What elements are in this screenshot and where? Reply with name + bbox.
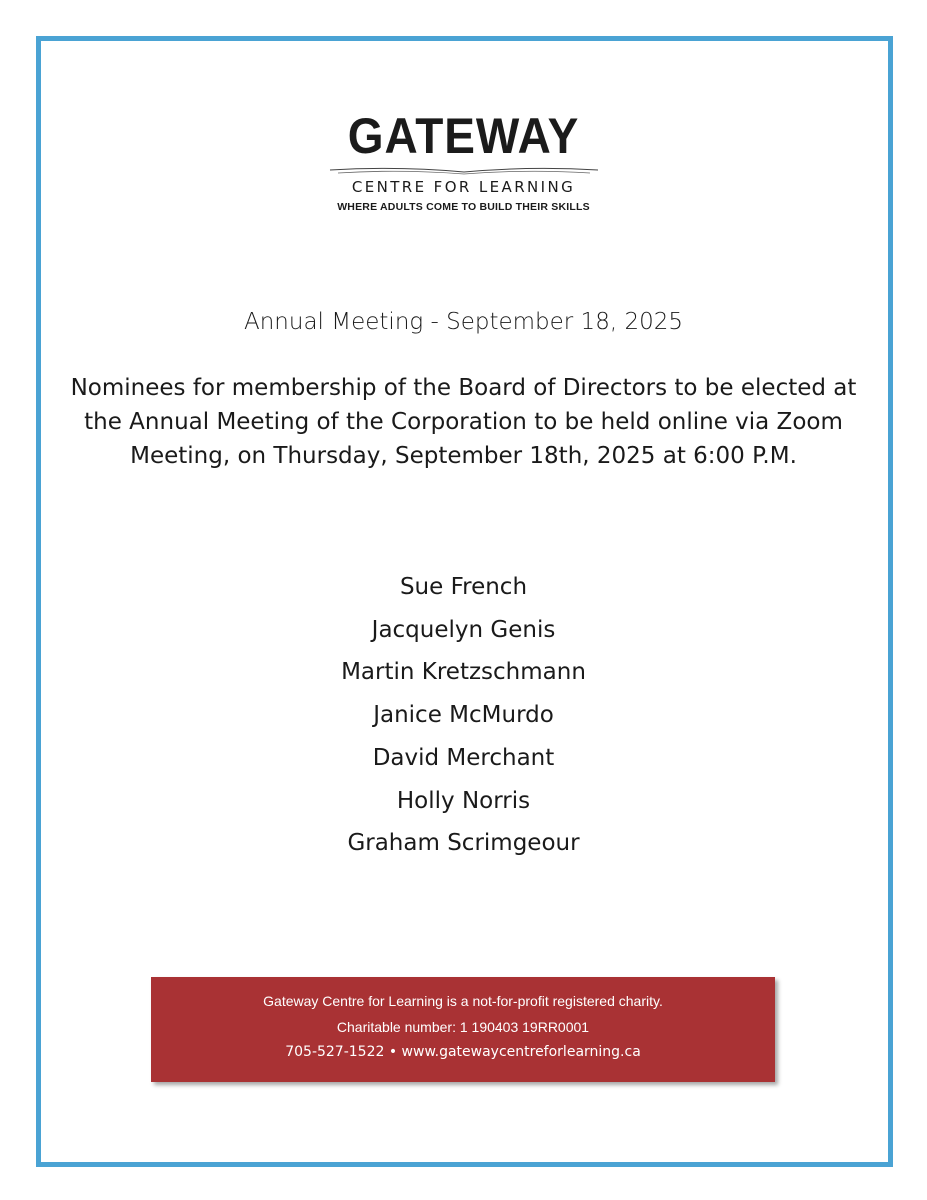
nominee-name: Holly Norris [396, 787, 531, 814]
charitable-number: Charitable number: 1 190403 19RR0001 [336, 1019, 590, 1035]
nominees-intro: Nominees for membership of the Board of Directors to be elected at the Annual Meeting of the Corporation to be held online via Zoom Meeting, on Thursday, September 18th, 2025 at 6:00 P.M. [70, 375, 857, 469]
nominee-name: Martin Kretzschmann [341, 659, 586, 686]
charity-statement: Gateway Centre for Learning is a not-for-profit registered charity. [263, 993, 663, 1009]
nominee-name: Sue French [399, 574, 528, 600]
gateway-logo [0, 108, 927, 213]
contact-line: 705-527-1522 • www.gatewaycentreforlearning.ca [285, 1044, 641, 1060]
meeting-heading: Annual Meeting - September 18, 2025 [244, 309, 683, 335]
charity-footer [151, 977, 775, 1082]
book-swoosh-icon [328, 164, 600, 176]
logo-subtitle: CENTRE FOR LEARNING [351, 178, 576, 196]
logo-tagline: WHERE ADULTS COME TO BUILD THEIR SKILLS [337, 201, 590, 213]
nominee-name: Jacquelyn Genis [371, 616, 556, 643]
nominee-list [0, 566, 927, 865]
logo-wordmark: GATEWAY [347, 108, 580, 164]
nominee-name: Janice McMurdo [373, 702, 554, 729]
nominee-name: David Merchant [372, 744, 555, 771]
nominee-name: Graham Scrimgeour [347, 830, 580, 857]
